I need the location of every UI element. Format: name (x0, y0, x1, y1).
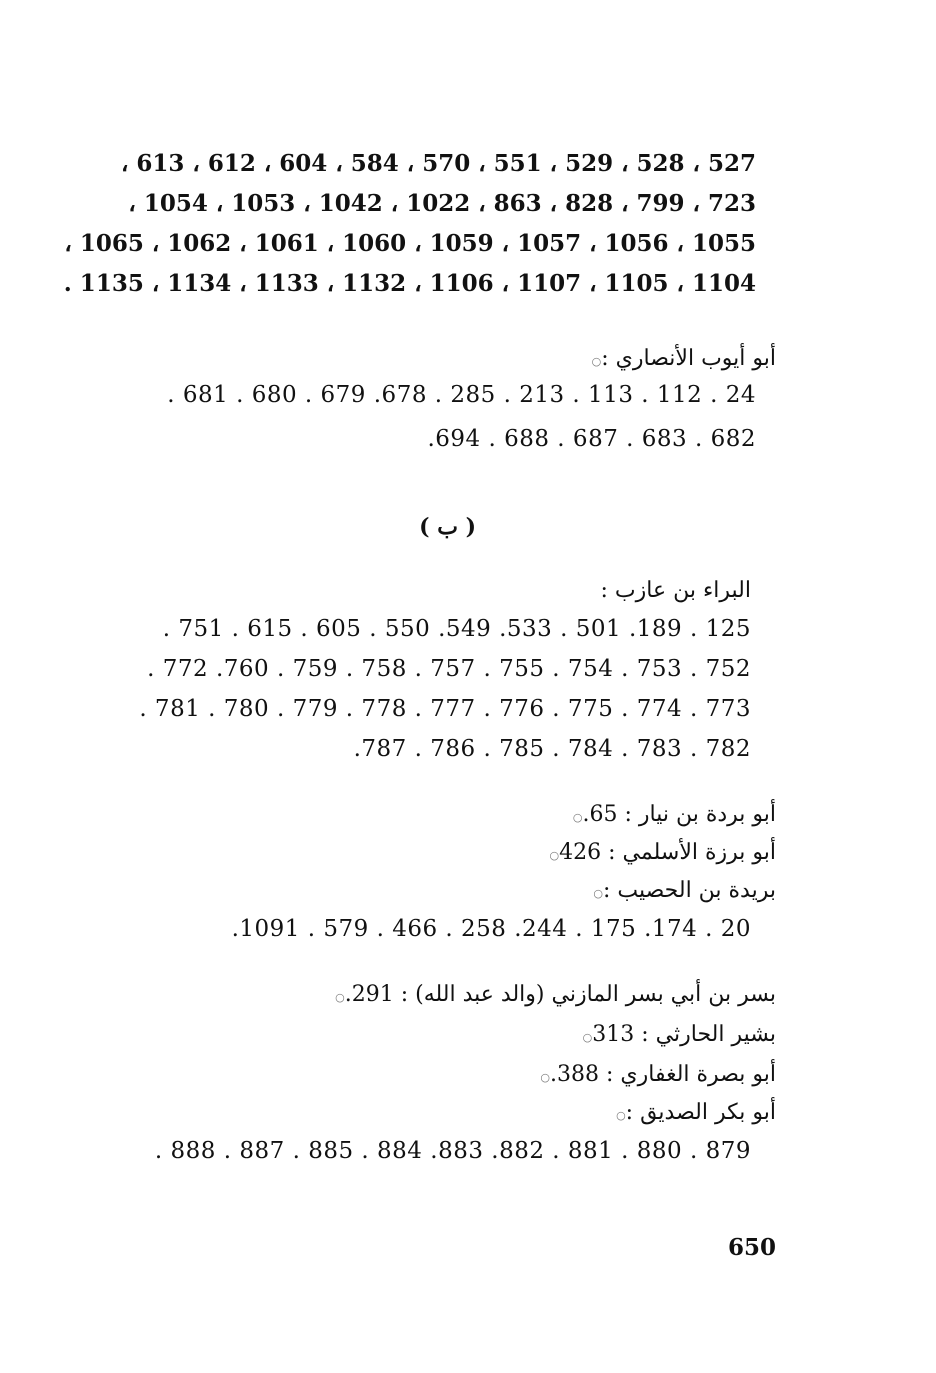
entry-name: بريدة بن الحصيب :○ (593, 878, 776, 903)
entry: بسر بن أبي بسر المازني (والد عبد الله) : 291.○ (335, 982, 776, 1007)
number-line: . 772 .760 . 759 . 758 . 757 . 755 . 754 . 753 . 752 (147, 656, 751, 682)
bullet-icon: ○ (335, 991, 345, 1004)
number-line: . 681 . 680 . 679 .678 . 285 . 213 . 113 . 112 . 24 (167, 382, 756, 408)
bullet-icon: ○ (549, 849, 560, 862)
number-line: .787 . 786 . 785 . 784 . 783 . 782 (353, 736, 751, 762)
entry-name: أبو أيوب الأنصاري :○ (591, 346, 776, 371)
bullet-icon: ○ (593, 887, 603, 900)
number-line: ، 1065 ، 1062 ، 1061 ، 1060 ، 1059 ، 1057 ، 1056 ، 1055 (64, 230, 756, 257)
bullet-icon: ○ (591, 355, 602, 368)
number-line: .694 . 688 . 687 . 683 . 682 (427, 426, 756, 452)
entry: أبو بردة بن نيار : 65.○ (572, 802, 776, 827)
page-number: 650 (727, 1234, 776, 1261)
entry-name: البراء بن عازب : (600, 578, 751, 603)
entry: أبو بصرة الغفاري : 388.○ (540, 1062, 776, 1087)
bullet-icon: ○ (540, 1071, 551, 1084)
number-line: . 888 . 887 . 885 . 884 .883 .882 . 881 . 880 . 879 (154, 1138, 751, 1164)
number-line: . 751 . 615 . 605 . 550 .549 .533 . 501 .189 . 125 (162, 616, 751, 642)
section-heading: ( ب ) (419, 514, 476, 540)
number-line: .1091 . 579 . 466 . 258 .244 . 175 .174 . 20 (231, 916, 751, 942)
number-line: . 781 . 780 . 779 . 778 . 777 . 776 . 775 . 774 . 773 (139, 696, 751, 722)
number-line: . 1135 ، 1134 ، 1133 ، 1132 ، 1106 ، 1107 ، 1105 ، 1104 (63, 270, 756, 297)
bullet-icon: ○ (572, 811, 583, 824)
number-line: ، 613 ، 612 ، 604 ، 584 ، 570 ، 551 ، 529 ، 528 ، 527 (120, 150, 756, 177)
bullet-icon: ○ (582, 1031, 593, 1044)
entry: بشير الحارثي : 313○ (582, 1022, 776, 1047)
entry: أبو برزة الأسلمي : 426○ (549, 840, 776, 865)
number-line: ، 1054 ، 1053 ، 1042 ، 1022 ، 863 ، 828 ، 799 ، 723 (128, 190, 756, 217)
bullet-icon: ○ (616, 1109, 626, 1122)
entry-name: أبو بكر الصديق :○ (616, 1100, 776, 1125)
